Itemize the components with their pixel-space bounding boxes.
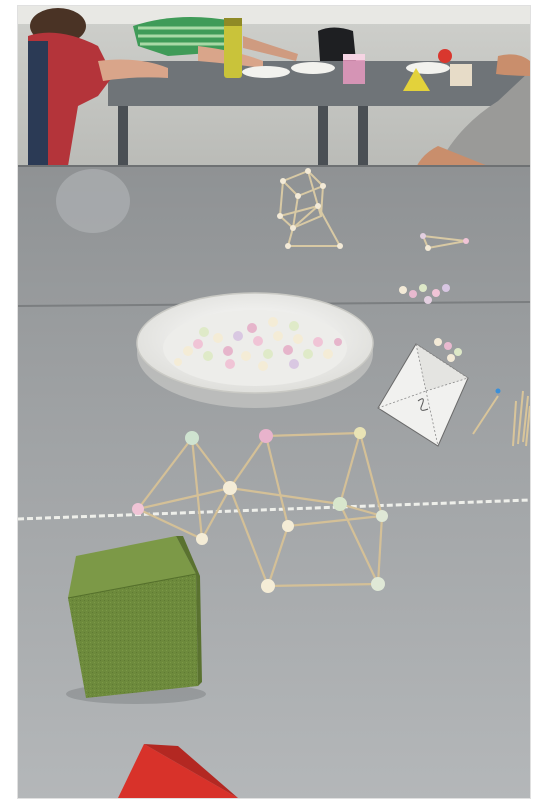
- photo-frame: [17, 5, 531, 799]
- classroom-photo: [18, 6, 530, 798]
- table-surface: [18, 166, 530, 798]
- paper-plate-of-mini-marshmallows: [137, 293, 373, 408]
- green-paper-cube: [66, 536, 206, 704]
